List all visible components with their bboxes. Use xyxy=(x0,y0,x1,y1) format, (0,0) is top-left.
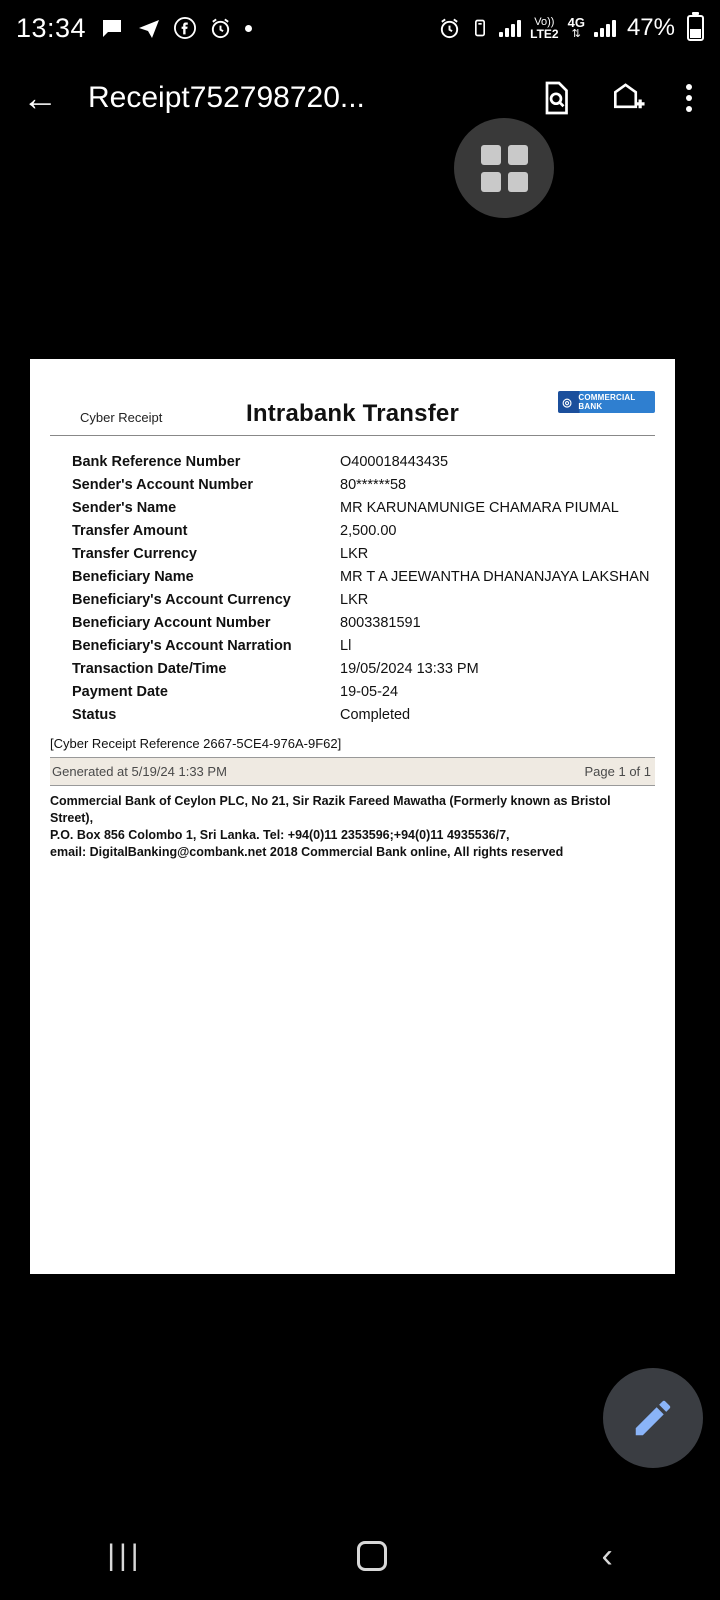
field-value: MR T A JEEWANTHA DHANANJAYA LAKSHAN xyxy=(340,568,650,585)
table-row xyxy=(50,473,655,496)
table-row xyxy=(50,611,655,634)
footer-line-1: Commercial Bank of Ceylon PLC, No 21, Sir Razik Fareed Mawatha (Formerly known as Bristol Street), xyxy=(50,794,611,825)
field-label: Beneficiary's Account Currency xyxy=(72,591,291,608)
field-value: Ll xyxy=(340,637,352,654)
field-label: Beneficiary's Account Narration xyxy=(72,637,292,654)
field-label: Transfer Currency xyxy=(72,545,197,562)
app-bar xyxy=(0,56,720,140)
dot-icon xyxy=(245,25,252,32)
footer-line-3: email: DigitalBanking@combank.net 2018 Commercial Bank online, All rights reserved xyxy=(50,844,564,859)
footer-line-2: P.O. Box 856 Colombo 1, Sri Lanka. Tel: +94(0)11 2353596;+94(0)11 4935536/7, xyxy=(50,827,510,842)
edit-pencil-button[interactable] xyxy=(603,1368,703,1468)
app-bar-actions xyxy=(538,79,698,117)
receipt-fields-table xyxy=(50,450,655,726)
pencil-icon xyxy=(630,1395,676,1441)
battery-percent-label: 47% xyxy=(626,14,675,41)
field-value: LKR xyxy=(340,591,369,608)
page-number-label: Page 1 of 1 xyxy=(584,764,651,779)
table-row xyxy=(50,450,655,473)
field-label: Beneficiary Account Number xyxy=(72,614,271,631)
bank-mark-icon: ◎ xyxy=(562,396,573,409)
field-value: O400018443435 xyxy=(340,453,449,470)
receipt-body xyxy=(30,359,675,861)
page-title: Receipt752798720... xyxy=(88,81,365,114)
field-value: 80******58 xyxy=(340,476,407,493)
field-value: MR KARUNAMUNIGE CHAMARA PIUMAL xyxy=(340,499,619,516)
telegram-icon xyxy=(137,16,161,40)
table-row xyxy=(50,588,655,611)
header-divider xyxy=(50,435,655,436)
data-arrows-icon: ⇅ xyxy=(571,28,581,40)
generated-bar xyxy=(50,758,655,786)
table-row xyxy=(50,634,655,657)
receipt-reference: [Cyber Receipt Reference 2667-5CE4-976A-9F62] xyxy=(50,726,655,758)
bank-logo-text: COMMERCIAL BANK xyxy=(578,393,636,411)
status-clock: 13:34 xyxy=(16,12,87,43)
facebook-icon xyxy=(174,17,196,39)
field-label: Sender's Account Number xyxy=(72,476,253,493)
signal-bars-icon-2 xyxy=(594,19,616,37)
recents-button[interactable]: ||| xyxy=(107,1539,143,1572)
system-nav-bar xyxy=(0,1512,720,1600)
system-back-button[interactable]: ‹ xyxy=(601,1537,613,1575)
add-shape-icon[interactable] xyxy=(608,79,646,117)
receipt-footer xyxy=(50,786,655,861)
grid-view-button[interactable] xyxy=(454,118,554,218)
network-4g-indicator xyxy=(568,16,585,40)
field-label: Payment Date xyxy=(72,683,168,700)
field-value: 19/05/2024 13:33 PM xyxy=(340,660,479,677)
more-options-icon[interactable] xyxy=(680,84,698,112)
table-row xyxy=(50,496,655,519)
table-row xyxy=(50,657,655,680)
home-button[interactable] xyxy=(357,1541,387,1571)
field-label: Beneficiary Name xyxy=(72,568,194,585)
vibrate-icon xyxy=(470,17,490,39)
back-button[interactable]: ← xyxy=(22,77,58,118)
table-row xyxy=(50,565,655,588)
status-right-icons xyxy=(438,14,704,42)
table-row xyxy=(50,680,655,703)
battery-icon xyxy=(687,15,704,41)
field-value: LKR xyxy=(340,545,369,562)
volte-label: Vo)) xyxy=(534,15,555,28)
fourg-label: 4G xyxy=(567,15,585,30)
status-bar xyxy=(0,0,720,56)
document-page[interactable] xyxy=(30,359,675,1274)
search-document-icon[interactable] xyxy=(538,80,574,116)
table-row xyxy=(50,519,655,542)
receipt-title: Intrabank Transfer xyxy=(245,400,459,427)
field-label: Transaction Date/Time xyxy=(72,660,227,677)
field-value: 2,500.00 xyxy=(340,522,397,539)
field-value: 19-05-24 xyxy=(340,683,399,700)
field-label: Bank Reference Number xyxy=(72,453,241,470)
table-row xyxy=(50,542,655,565)
signal-bars-icon-1 xyxy=(499,19,521,37)
commercial-bank-logo xyxy=(558,391,655,413)
alarm-icon-right xyxy=(438,17,461,40)
field-label: Status xyxy=(72,706,117,723)
lte-label: LTE2 xyxy=(530,26,559,41)
field-label: Transfer Amount xyxy=(72,522,188,539)
field-value: 8003381591 xyxy=(340,614,421,631)
field-label: Sender's Name xyxy=(72,499,177,516)
generated-at-label: Generated at 5/19/24 1:33 PM xyxy=(52,764,227,779)
grid-icon xyxy=(481,145,528,192)
status-left-icons xyxy=(100,16,252,40)
alarm-icon xyxy=(209,17,232,40)
cyber-receipt-label: Cyber Receipt xyxy=(80,410,163,425)
field-value: Completed xyxy=(340,706,411,723)
message-icon xyxy=(100,16,124,40)
table-row xyxy=(50,703,655,726)
receipt-header xyxy=(50,381,655,433)
network-type-indicator xyxy=(530,17,558,40)
